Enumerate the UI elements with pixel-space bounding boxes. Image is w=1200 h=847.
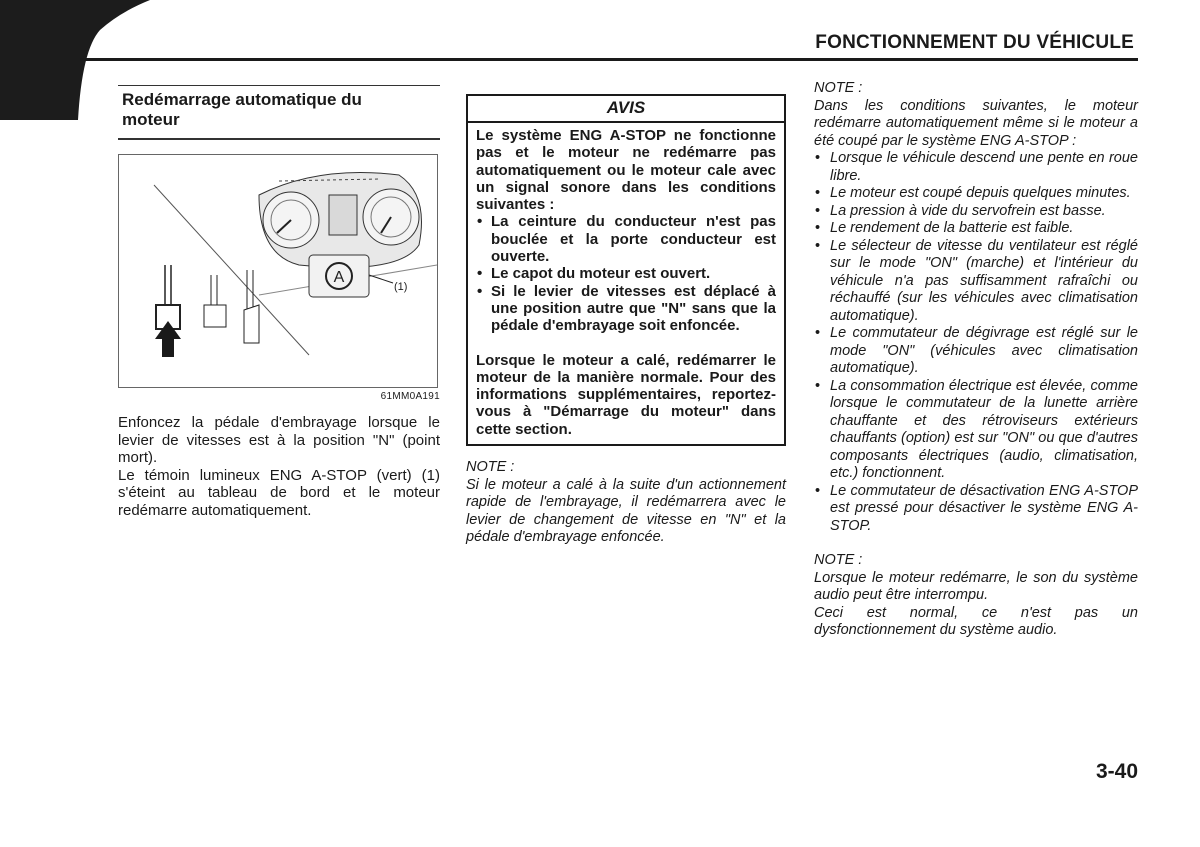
section-heading: [118, 85, 440, 140]
avis-title: AVIS: [468, 96, 784, 123]
list-item: • Le commutateur de désactivation ENG A-STOP est pressé pour désactiver le système ENG A-STOP.: [814, 483, 1138, 536]
avis-outro: Lorsque le moteur a calé, redémarrer le moteur de la manière normale. Pour des informations supplémentaires, reportez-vous à "Démarrage du moteur" dans cette section.: [476, 351, 776, 438]
header-title: FONCTIONNEMENT DU VÉHICULE: [815, 32, 1134, 53]
right-note-2: [814, 552, 1138, 640]
list-item: • Le commutateur de dégivrage est réglé sur le mode "ON" (véhicules avec climatisation automatique).: [814, 325, 1138, 378]
note-line: Ceci est normal, ce n'est pas un dysfonctionnement du système audio.: [814, 604, 1138, 638]
dashboard-figure: [118, 154, 438, 388]
indicator-glyph: A: [333, 269, 345, 286]
section-title-line1: Redémarrage automatique du: [122, 90, 362, 109]
instrument-cluster: [259, 173, 422, 268]
left-paragraph: Enfoncez la pédale d'embrayage lorsque le levier de vitesses est à la position "N" (point mort).: [118, 414, 440, 466]
section-title-line2: moteur: [122, 110, 180, 129]
list-item: • Si le levier de vitesses est déplacé à une position autre que "N" sans que la pédale d'embrayage soit enfoncée.: [476, 283, 776, 335]
list-item: • Le capot du moteur est ouvert.: [476, 265, 776, 282]
avis-body: [468, 123, 784, 444]
note-label: NOTE :: [466, 459, 515, 476]
note-intro: Dans les conditions suivantes, le moteur redémarre automatiquement même si le moteur a été coupé par le système ENG A-STOP :: [814, 97, 1138, 149]
list-item: • Lorsque le véhicule descend une pente en roue libre.: [814, 150, 1138, 185]
list-item: • Le rendement de la batterie est faible.: [814, 220, 1138, 238]
left-body-text: [118, 414, 440, 519]
left-column: [118, 85, 440, 519]
note-list: [814, 150, 1138, 535]
note-line: Lorsque le moteur redémarre, le son du système audio peut être interrompu.: [814, 569, 1138, 603]
right-note-1: [814, 80, 1138, 535]
note-label: NOTE :: [814, 80, 863, 96]
list-item: • La consommation électrique est élevée, comme lorsque le commutateur de la lunette arrière chauffante et des rétroviseurs extérieurs chauffants (option) est sur "ON" ou que d'autres composants électriques (audio, climatisation, etc.) fonctionnent.: [814, 378, 1138, 483]
right-column: [814, 80, 1138, 640]
dashboard-illustration: [119, 155, 437, 387]
note-text: Si le moteur a calé à la suite d'un actionnement rapide de l'embrayage, il redémarrera avec le levier de changement de vitesse en "N" et la pédale d'embrayage enfoncée.: [466, 476, 786, 546]
note-label: NOTE :: [814, 552, 863, 568]
middle-note: [466, 459, 786, 547]
avis-list: [476, 213, 776, 334]
avis-intro: Le système ENG A-STOP ne fonctionne pas et le moteur ne redémarre pas automatiquement ou le moteur cale avec un signal sonore dans les conditions suivantes :: [476, 127, 776, 214]
list-item: • Le sélecteur de vitesse du ventilateur est réglé sur le mode "ON" (marche) et l'intérieur du véhicule n'a pas suffisamment rafraîchi ou réchauffé (sur les véhicules avec climatisation automatique).: [814, 238, 1138, 326]
page-number: 3-40: [1095, 760, 1138, 783]
callout-label: (1): [394, 281, 408, 293]
figure-code: 61MM0A191: [380, 391, 440, 402]
middle-column: [466, 94, 786, 547]
avis-box: [466, 94, 786, 446]
left-paragraph: Le témoin lumineux ENG A-STOP (vert) (1) s'éteint au tableau de bord et le moteur redémarre automatiquement.: [118, 466, 440, 519]
list-item: • Le moteur est coupé depuis quelques minutes.: [814, 185, 1138, 203]
list-item: • La ceinture du conducteur n'est pas bouclée et la porte conducteur est ouverte.: [476, 213, 776, 265]
header-rule: [80, 58, 1138, 61]
list-item: • La pression à vide du servofrein est basse.: [814, 203, 1138, 221]
